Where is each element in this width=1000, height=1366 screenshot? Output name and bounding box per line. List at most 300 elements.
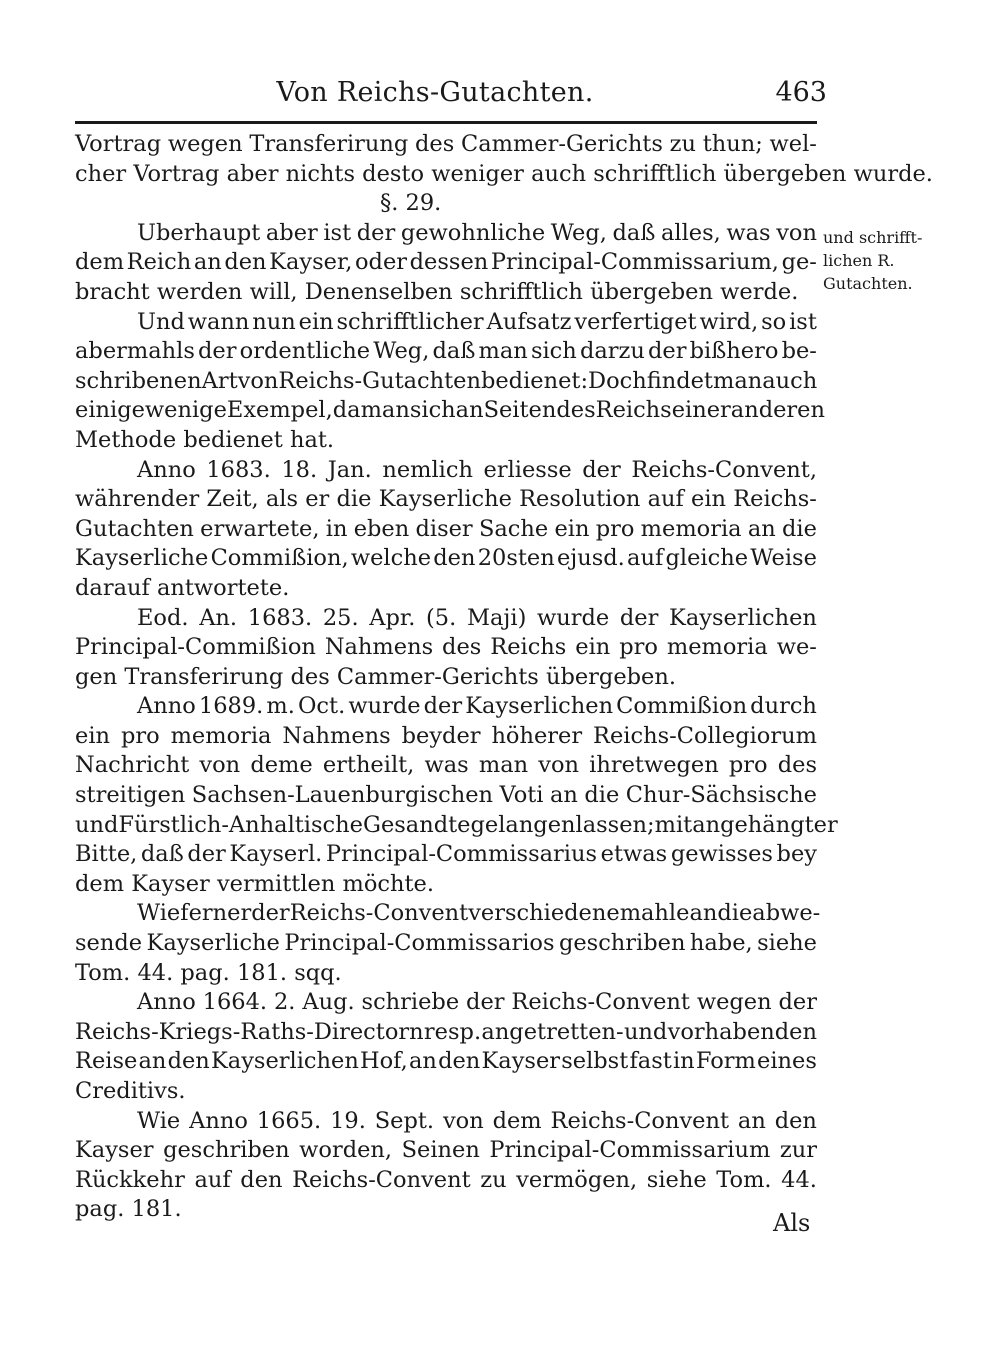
word: Form xyxy=(695,1048,756,1075)
word: Kayserlichen xyxy=(210,1048,359,1075)
margin-note-line: lichen R. xyxy=(823,251,895,270)
word: Weise xyxy=(750,545,817,572)
word: vermögen, xyxy=(516,1166,638,1193)
word: fast xyxy=(629,1048,672,1075)
word: daß xyxy=(432,338,476,365)
word: Anno xyxy=(137,989,196,1016)
word: pag. xyxy=(180,959,230,986)
word: Sept. xyxy=(374,1107,435,1134)
word: Reichs-Convent xyxy=(511,989,690,1016)
word: möchte. xyxy=(342,870,434,897)
word: werden xyxy=(156,278,243,305)
word: von xyxy=(538,752,579,779)
text-line xyxy=(75,1018,817,1048)
word: schriebe xyxy=(361,989,460,1016)
word: man xyxy=(478,752,529,779)
word: siehe xyxy=(646,1166,707,1193)
word: 18. xyxy=(281,456,318,483)
word: ist xyxy=(789,308,817,335)
word: Seiten xyxy=(483,397,557,424)
word: Kayserl. xyxy=(229,841,323,868)
word: Principal-Commissarium xyxy=(489,1137,771,1164)
word: Reichs xyxy=(490,634,567,661)
word: Reichs-Gutachten xyxy=(278,367,481,394)
word: ein xyxy=(298,308,334,335)
word: Sache xyxy=(478,515,549,542)
word: m. xyxy=(266,693,295,720)
word: eines xyxy=(757,1048,817,1075)
word: resp. xyxy=(423,1018,482,1045)
word: den xyxy=(774,1107,817,1134)
word: wird, xyxy=(699,308,759,335)
word: thun; xyxy=(702,131,763,157)
word: Kayserliche xyxy=(146,930,280,957)
word: geschriben xyxy=(163,1137,290,1164)
word: 181. xyxy=(236,959,288,986)
word: Kayserlichen xyxy=(465,693,614,720)
word: aber xyxy=(226,160,279,187)
word: Oct. xyxy=(297,693,346,720)
word: bracht xyxy=(75,278,150,305)
word: memoria xyxy=(666,634,768,661)
text-line xyxy=(75,189,817,219)
word: Anno xyxy=(137,693,196,720)
word: pag. xyxy=(75,1196,125,1223)
word: Principal-Commissarium, xyxy=(490,249,779,276)
word: dem xyxy=(492,1107,542,1134)
text-line xyxy=(75,722,817,752)
word: sende xyxy=(75,930,143,957)
word: eben xyxy=(353,515,410,542)
word: 44. xyxy=(137,959,174,986)
word: die xyxy=(717,900,753,927)
word: hat. xyxy=(289,426,335,453)
word: Denenselben xyxy=(304,278,453,305)
word: abwe- xyxy=(752,900,821,927)
word: ordentliche xyxy=(239,338,371,365)
word: schrifftlicher xyxy=(336,308,484,335)
word: und xyxy=(623,1018,668,1045)
text-line xyxy=(75,1077,817,1107)
word: wel- xyxy=(769,131,817,157)
word: 44. xyxy=(781,1166,817,1193)
word: 1665. xyxy=(256,1107,322,1134)
word: einige xyxy=(75,397,145,424)
word: der xyxy=(778,989,817,1016)
word: desto xyxy=(362,160,425,187)
catchword: Als xyxy=(773,1209,811,1237)
word: ge- xyxy=(781,249,817,276)
word: etwas xyxy=(600,841,668,868)
word: selbst xyxy=(561,1048,629,1075)
text-line xyxy=(75,870,817,900)
word: darzu xyxy=(579,338,645,365)
word: Gesandte xyxy=(362,811,471,838)
running-title: Von Reichs-Gutachten. xyxy=(276,77,594,108)
word: einer xyxy=(671,397,731,424)
text-line xyxy=(75,899,821,929)
word: Nachricht xyxy=(75,752,190,779)
word: Maji) xyxy=(466,604,527,631)
word: Apr. xyxy=(369,604,416,631)
word: Transferirung xyxy=(124,663,284,690)
word: man xyxy=(360,397,410,424)
word: Weg, xyxy=(373,338,430,365)
text-line xyxy=(75,751,817,781)
word: an xyxy=(689,900,718,927)
word: wegen xyxy=(696,989,772,1016)
word: was xyxy=(424,752,469,779)
word: ist xyxy=(323,219,352,246)
word: der xyxy=(423,693,463,720)
word: abermahls xyxy=(75,338,195,365)
word: schrifftlich xyxy=(593,160,717,187)
text-line xyxy=(75,456,817,486)
word: Chur-Sächsische xyxy=(625,782,817,809)
word: den xyxy=(224,249,267,276)
word: des xyxy=(290,663,330,690)
word: Seinen xyxy=(401,1137,480,1164)
word: werde. xyxy=(720,278,799,305)
text-line xyxy=(75,604,817,634)
word: 1683. xyxy=(206,456,271,483)
word: Anno xyxy=(137,456,196,483)
word: da xyxy=(332,397,361,424)
word: dessen xyxy=(409,249,489,276)
word: Commißion, xyxy=(210,545,349,572)
word: findet xyxy=(646,367,713,394)
text-line xyxy=(75,130,817,160)
word: Reichs-Convent xyxy=(550,1107,730,1134)
word: der xyxy=(187,841,226,868)
word: 25. xyxy=(322,604,359,631)
word: Hof, xyxy=(359,1048,408,1075)
word: Tom. xyxy=(75,959,131,986)
word: will, xyxy=(249,278,298,305)
word: Wie xyxy=(137,900,181,927)
word: übergeben. xyxy=(545,663,677,690)
word: übergeben xyxy=(590,278,713,305)
word: verfertiget xyxy=(574,308,697,335)
word: schribenen xyxy=(75,367,202,394)
word: 20sten xyxy=(477,545,555,572)
word: zur xyxy=(779,1137,817,1164)
word: Principal-Commissarius xyxy=(325,841,598,868)
section-heading: §. 29. xyxy=(380,190,442,217)
text-line xyxy=(75,1136,817,1166)
word: an xyxy=(138,1048,167,1075)
page-number: 463 xyxy=(775,77,827,108)
word: auf xyxy=(647,486,684,513)
word: Transferirung xyxy=(249,131,409,157)
word: nemlich xyxy=(382,456,473,483)
word: Bitte, xyxy=(75,841,138,868)
text-line xyxy=(75,544,817,574)
word: erliesse xyxy=(483,456,572,483)
word: cher xyxy=(75,160,127,187)
word: An. xyxy=(199,604,238,631)
word: ejusd. xyxy=(556,545,625,572)
text-line xyxy=(75,1166,817,1196)
word: Rückkehr xyxy=(75,1166,185,1193)
word: memoria xyxy=(170,722,272,749)
word: zu xyxy=(480,1166,507,1193)
text-line xyxy=(75,278,817,308)
word: höherer xyxy=(491,722,583,749)
word: Kayserliche xyxy=(378,486,512,513)
word: Weg, xyxy=(550,219,607,246)
word: be- xyxy=(781,338,817,365)
word: Reise xyxy=(75,1048,138,1075)
word: Reichs-Collegiorum xyxy=(593,722,817,749)
word: anderen xyxy=(730,397,825,424)
text-line xyxy=(75,1107,817,1137)
word: geschriben xyxy=(558,930,686,957)
word: der xyxy=(198,338,237,365)
word: Vortrag xyxy=(133,160,220,187)
word: Nahmens xyxy=(282,722,391,749)
word: den xyxy=(240,1166,283,1193)
word: des xyxy=(777,752,817,779)
text-line xyxy=(75,1047,817,1077)
word: was xyxy=(726,219,771,246)
word: Reichs xyxy=(595,397,672,424)
word: gewisses xyxy=(670,841,773,868)
word: Methode xyxy=(75,426,177,453)
text-line xyxy=(75,811,838,841)
word: ein xyxy=(554,515,590,542)
text-line xyxy=(75,337,817,367)
word: gewohnliche xyxy=(400,219,546,246)
word: Cammer-Gerichts xyxy=(461,131,663,157)
word: wurde xyxy=(537,604,610,631)
word: daß xyxy=(612,219,656,246)
word: auf xyxy=(627,545,664,572)
word: der xyxy=(582,456,621,483)
word: durch xyxy=(750,693,817,720)
word: an xyxy=(747,515,776,542)
word: ertheilt, xyxy=(322,752,415,779)
word: Jan. xyxy=(327,456,372,483)
word: Und xyxy=(137,308,185,335)
word: wenige xyxy=(144,397,227,424)
text-line xyxy=(75,781,817,811)
word: angehängter xyxy=(692,811,838,838)
word: man xyxy=(478,338,528,365)
word: Principal-Commißion xyxy=(75,634,316,661)
word: Wie xyxy=(137,1107,181,1134)
word: Kayser, xyxy=(269,249,353,276)
word: Eod. xyxy=(137,604,189,631)
word: Aug. xyxy=(302,989,355,1016)
word: wegen xyxy=(167,131,243,157)
text-line xyxy=(75,426,817,456)
word: schrifftlich xyxy=(459,278,583,305)
text-line xyxy=(75,308,817,338)
word: an xyxy=(737,1107,766,1134)
word: 1683. xyxy=(247,604,313,631)
word: Reich xyxy=(126,249,192,276)
text-line xyxy=(75,633,817,663)
word: we- xyxy=(776,634,817,661)
word: memoria xyxy=(640,515,742,542)
word: Cammer-Gerichts xyxy=(336,663,539,690)
word: ihretwegen xyxy=(589,752,719,779)
margin-note-line: Gutachten. xyxy=(823,274,913,293)
word: zu xyxy=(669,131,696,157)
word: Uberhaupt xyxy=(137,219,261,246)
word: in xyxy=(672,1048,695,1075)
word: den xyxy=(167,1048,210,1075)
word: Fürstlich-Anhaltische xyxy=(118,811,363,838)
word: bißhero xyxy=(689,338,779,365)
word: (5. xyxy=(426,604,457,631)
text-line xyxy=(75,663,817,693)
word: ein xyxy=(75,722,111,749)
word: Anno xyxy=(189,1107,248,1134)
text-line xyxy=(75,959,817,989)
word: Nahmens xyxy=(324,634,434,661)
word: 181. xyxy=(131,1196,182,1223)
word: des xyxy=(442,634,482,661)
word: bedienet xyxy=(183,426,283,453)
word: 19. xyxy=(330,1107,366,1134)
word: pro xyxy=(595,515,635,542)
word: darauf xyxy=(75,574,150,601)
word: mit xyxy=(654,811,693,838)
word: gelangen xyxy=(470,811,576,838)
word: Exempel, xyxy=(226,397,333,424)
word: wurde. xyxy=(853,160,933,187)
word: pro xyxy=(619,634,658,661)
text-line xyxy=(75,248,817,278)
word: Kayser xyxy=(131,870,210,897)
word: als xyxy=(265,486,299,513)
word: welche xyxy=(350,545,432,572)
text-line xyxy=(75,160,933,190)
word: pro xyxy=(120,722,160,749)
word: der xyxy=(466,989,505,1016)
word: Sachsen-Lauenburgischen xyxy=(191,782,494,809)
word: an xyxy=(455,397,484,424)
word: man xyxy=(712,367,763,394)
word: 1664. xyxy=(202,989,268,1016)
word: deme xyxy=(250,752,313,779)
word: gen xyxy=(75,663,118,690)
word: von xyxy=(199,752,241,779)
word: ein xyxy=(691,486,727,513)
word: mahle xyxy=(619,900,690,927)
word: auch xyxy=(531,160,587,187)
text-line xyxy=(75,396,825,426)
word: 1689. xyxy=(198,693,264,720)
word: Principal-Commissarios xyxy=(284,930,555,957)
word: von xyxy=(776,219,817,246)
word: Vortrag xyxy=(75,131,162,157)
word: der xyxy=(356,219,396,246)
word: aber xyxy=(265,219,318,246)
word: bey xyxy=(776,841,817,868)
text-line xyxy=(75,367,817,397)
word: vorhabenden xyxy=(667,1018,817,1045)
word: die xyxy=(584,782,620,809)
word: antwortete. xyxy=(156,574,290,601)
word: von xyxy=(442,1107,484,1134)
word: der xyxy=(251,900,290,927)
word: Tom. xyxy=(716,1166,772,1193)
word: streitigen xyxy=(75,782,186,809)
word: Resolution xyxy=(519,486,641,513)
word: bedienet: xyxy=(480,367,589,394)
word: Aufsatz xyxy=(486,308,572,335)
word: diser xyxy=(415,515,473,542)
word: alles, xyxy=(660,219,721,246)
word: er xyxy=(305,486,330,513)
word: weniger xyxy=(431,160,524,187)
word: sich xyxy=(409,397,456,424)
word: an xyxy=(549,782,578,809)
word: Zeit, xyxy=(206,486,259,513)
word: Reichs-Convent xyxy=(292,1166,471,1193)
word: in xyxy=(325,515,348,542)
word: der xyxy=(619,604,659,631)
word: auch xyxy=(762,367,818,394)
text-line xyxy=(75,574,817,604)
word: lassen; xyxy=(575,811,655,838)
margin-note xyxy=(823,226,933,295)
running-head xyxy=(75,76,827,110)
word: verschiedene xyxy=(468,900,620,927)
word: an xyxy=(409,1048,437,1075)
word: so xyxy=(761,308,787,335)
word: wann xyxy=(187,308,250,335)
word: worden, xyxy=(299,1137,393,1164)
text-line xyxy=(75,988,817,1018)
word: pro xyxy=(728,752,768,779)
word: übergeben xyxy=(723,160,847,187)
text-line xyxy=(75,515,817,545)
word: wurde xyxy=(348,693,421,720)
word: des xyxy=(415,131,455,157)
word: erwartete, xyxy=(200,515,320,542)
word: währender xyxy=(75,486,200,513)
margin-note-line: und schrifft- xyxy=(823,228,923,247)
word: oder xyxy=(355,249,408,276)
word: sich xyxy=(530,338,577,365)
word: Reichs-Convent xyxy=(289,900,469,927)
text-line xyxy=(75,485,817,515)
header-rule xyxy=(75,121,817,124)
word: ein xyxy=(575,634,611,661)
word: dem xyxy=(75,249,125,276)
word: siehe xyxy=(757,930,817,957)
word: vermittlen xyxy=(216,870,336,897)
word: die xyxy=(336,486,372,513)
word: und xyxy=(75,811,119,838)
word: nichts xyxy=(285,160,356,187)
word: an xyxy=(193,249,222,276)
text-line xyxy=(75,929,817,959)
word: des xyxy=(556,397,596,424)
word: gleiche xyxy=(665,545,749,572)
word: nun xyxy=(252,308,296,335)
word: 2. xyxy=(273,989,296,1016)
word: Gutachten xyxy=(75,515,194,542)
word: Kayser xyxy=(481,1048,561,1075)
word: Kayserlichen xyxy=(669,604,817,631)
word: Kayserliche xyxy=(75,545,209,572)
word: Reichs-Kriegs-Raths-Directorn xyxy=(75,1018,424,1045)
